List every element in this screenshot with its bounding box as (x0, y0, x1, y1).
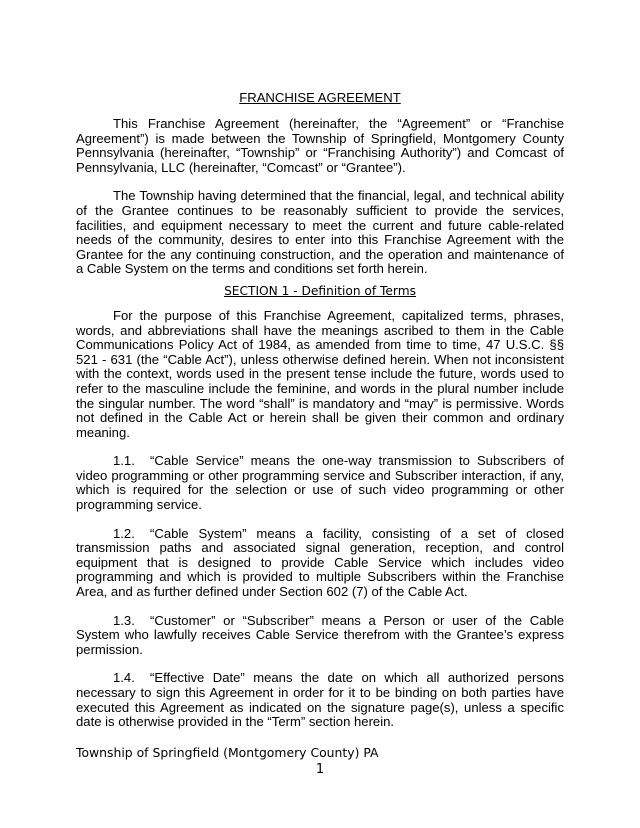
definition-item (76, 671, 564, 729)
document-body (76, 89, 564, 744)
section-heading: SECTION 1 - Definition of Terms (224, 283, 416, 298)
definition-text: “Cable System” means a facility, consisting of a set of closed transmission paths and associated signal generation, reception, and control equipment that is designed to provide Cable Service which includes video programming and which is provided to multiple Subscribers within the Franchise Area, and as further defined under Section 602 (7) of the Cable Act. (76, 525, 564, 600)
definition-number: 1.2. (113, 525, 135, 541)
section-intro-paragraph: For the purpose of this Franchise Agreement, capitalized terms, phrases, words, and abbreviations shall have the meanings ascribed to them in the Cable Communications Policy Act of 1984, as amended from time to time, 47 U.S.C. §§ 521 - 631 (the “Cable Act”), unless otherwise defined herein. When not inconsistent with the context, words used in the present tense include the future, words used to refer to the masculine include the feminine, and words in the plural number include the singular number. The word “shall” is mandatory and “may” is permissive. Words not defined in the Cable Act or herein shall be given their common and ordinary meaning. (76, 307, 564, 440)
definition-text: “Effective Date” means the date on which all authorized persons necessary to sign this Agreement in order for it to be binding on both parties have executed this Agreement as indicated on the signature page(s), unless a specific date is otherwise provided in the “Term” section herein. (76, 670, 564, 730)
definition-item (76, 614, 564, 658)
definition-number: 1.1. (113, 453, 135, 469)
definition-number: 1.3. (113, 612, 135, 628)
intro-paragraph-1: This Franchise Agreement (hereinafter, the “Agreement” or “Franchise Agreement”) is made between the Township of Springfield, Montgomery County Pennsylvania (hereinafter, “Township” or “Franchising Authority”) and Comcast of Pennsylvania, LLC (hereinafter, “Comcast” or “Grantee”). (76, 116, 564, 175)
definition-text: “Cable Service” means the one-way transmission to Subscribers of video programming or other programming service and Subscriber interaction, if any, which is required for the selection or use of such video programming or other programming service. (76, 453, 564, 513)
definition-item (76, 454, 564, 512)
definition-number: 1.4. (113, 670, 135, 686)
page-footer: Township of Springfield (Montgomery County) PA (76, 745, 379, 760)
definition-text: “Customer” or “Subscriber” means a Person or user of the Cable System who lawfully receives Cable Service therefrom with the Grantee’s express permission. (76, 612, 564, 657)
page-number: 1 (315, 762, 325, 777)
document-title: FRANCHISE AGREEMENT (239, 90, 401, 105)
intro-paragraph-2: The Township having determined that the financial, legal, and technical ability of the Grantee continues to be reasonably sufficient to provide the services, facilities, and equipment necessary to meet the current and future cable-related needs of the community, desires to enter into this Franchise Agreement with the Grantee for the any continuing construction, and the operation and maintenance of a Cable System on the terms and conditions set forth herein. (76, 188, 564, 277)
definition-item (76, 527, 564, 600)
